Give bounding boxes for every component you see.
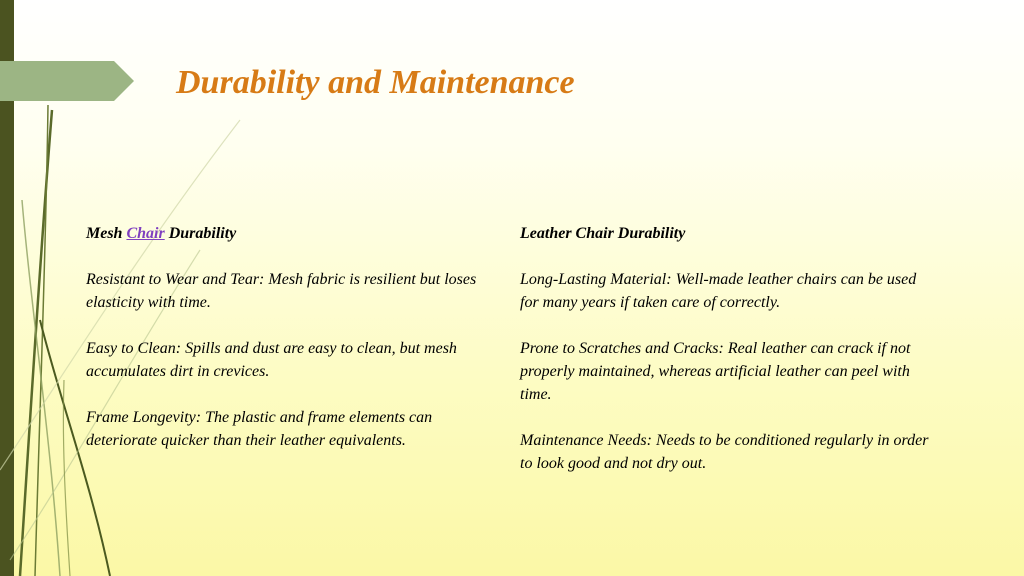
- mesh-chair-heading: [86, 222, 496, 245]
- leather-chair-column: [520, 222, 930, 498]
- mesh-paragraph: Resistant to Wear and Tear: Mesh fabric is resilient but loses elasticity with time.: [86, 271, 477, 311]
- mesh-paragraph: Frame Longevity: The plastic and frame elements can deteriorate quicker than their leather equivalents.: [86, 409, 433, 449]
- title-arrow-tab: [0, 61, 134, 101]
- mesh-chair-column: [86, 222, 496, 475]
- leather-chair-heading: Leather Chair Durability: [520, 225, 686, 242]
- leather-paragraph: Long-Lasting Material: Well-made leather chairs can be used for many years if taken care of correctly.: [520, 271, 917, 311]
- mesh-paragraph: Easy to Clean: Spills and dust are easy to clean, but mesh accumulates dirt in crevices.: [86, 340, 457, 380]
- leather-paragraph: Maintenance Needs: Needs to be conditioned regularly in order to look good and not dry out.: [520, 432, 929, 472]
- slide-title: Durability and Maintenance: [176, 64, 575, 101]
- heading-suffix: Durability: [168, 225, 237, 242]
- chair-link[interactable]: Chair: [126, 225, 165, 242]
- leather-paragraph: Prone to Scratches and Cracks: Real leather can crack if not properly maintained, whereas artificial leather can peel with time.: [520, 340, 911, 403]
- heading-prefix: Mesh: [86, 225, 123, 242]
